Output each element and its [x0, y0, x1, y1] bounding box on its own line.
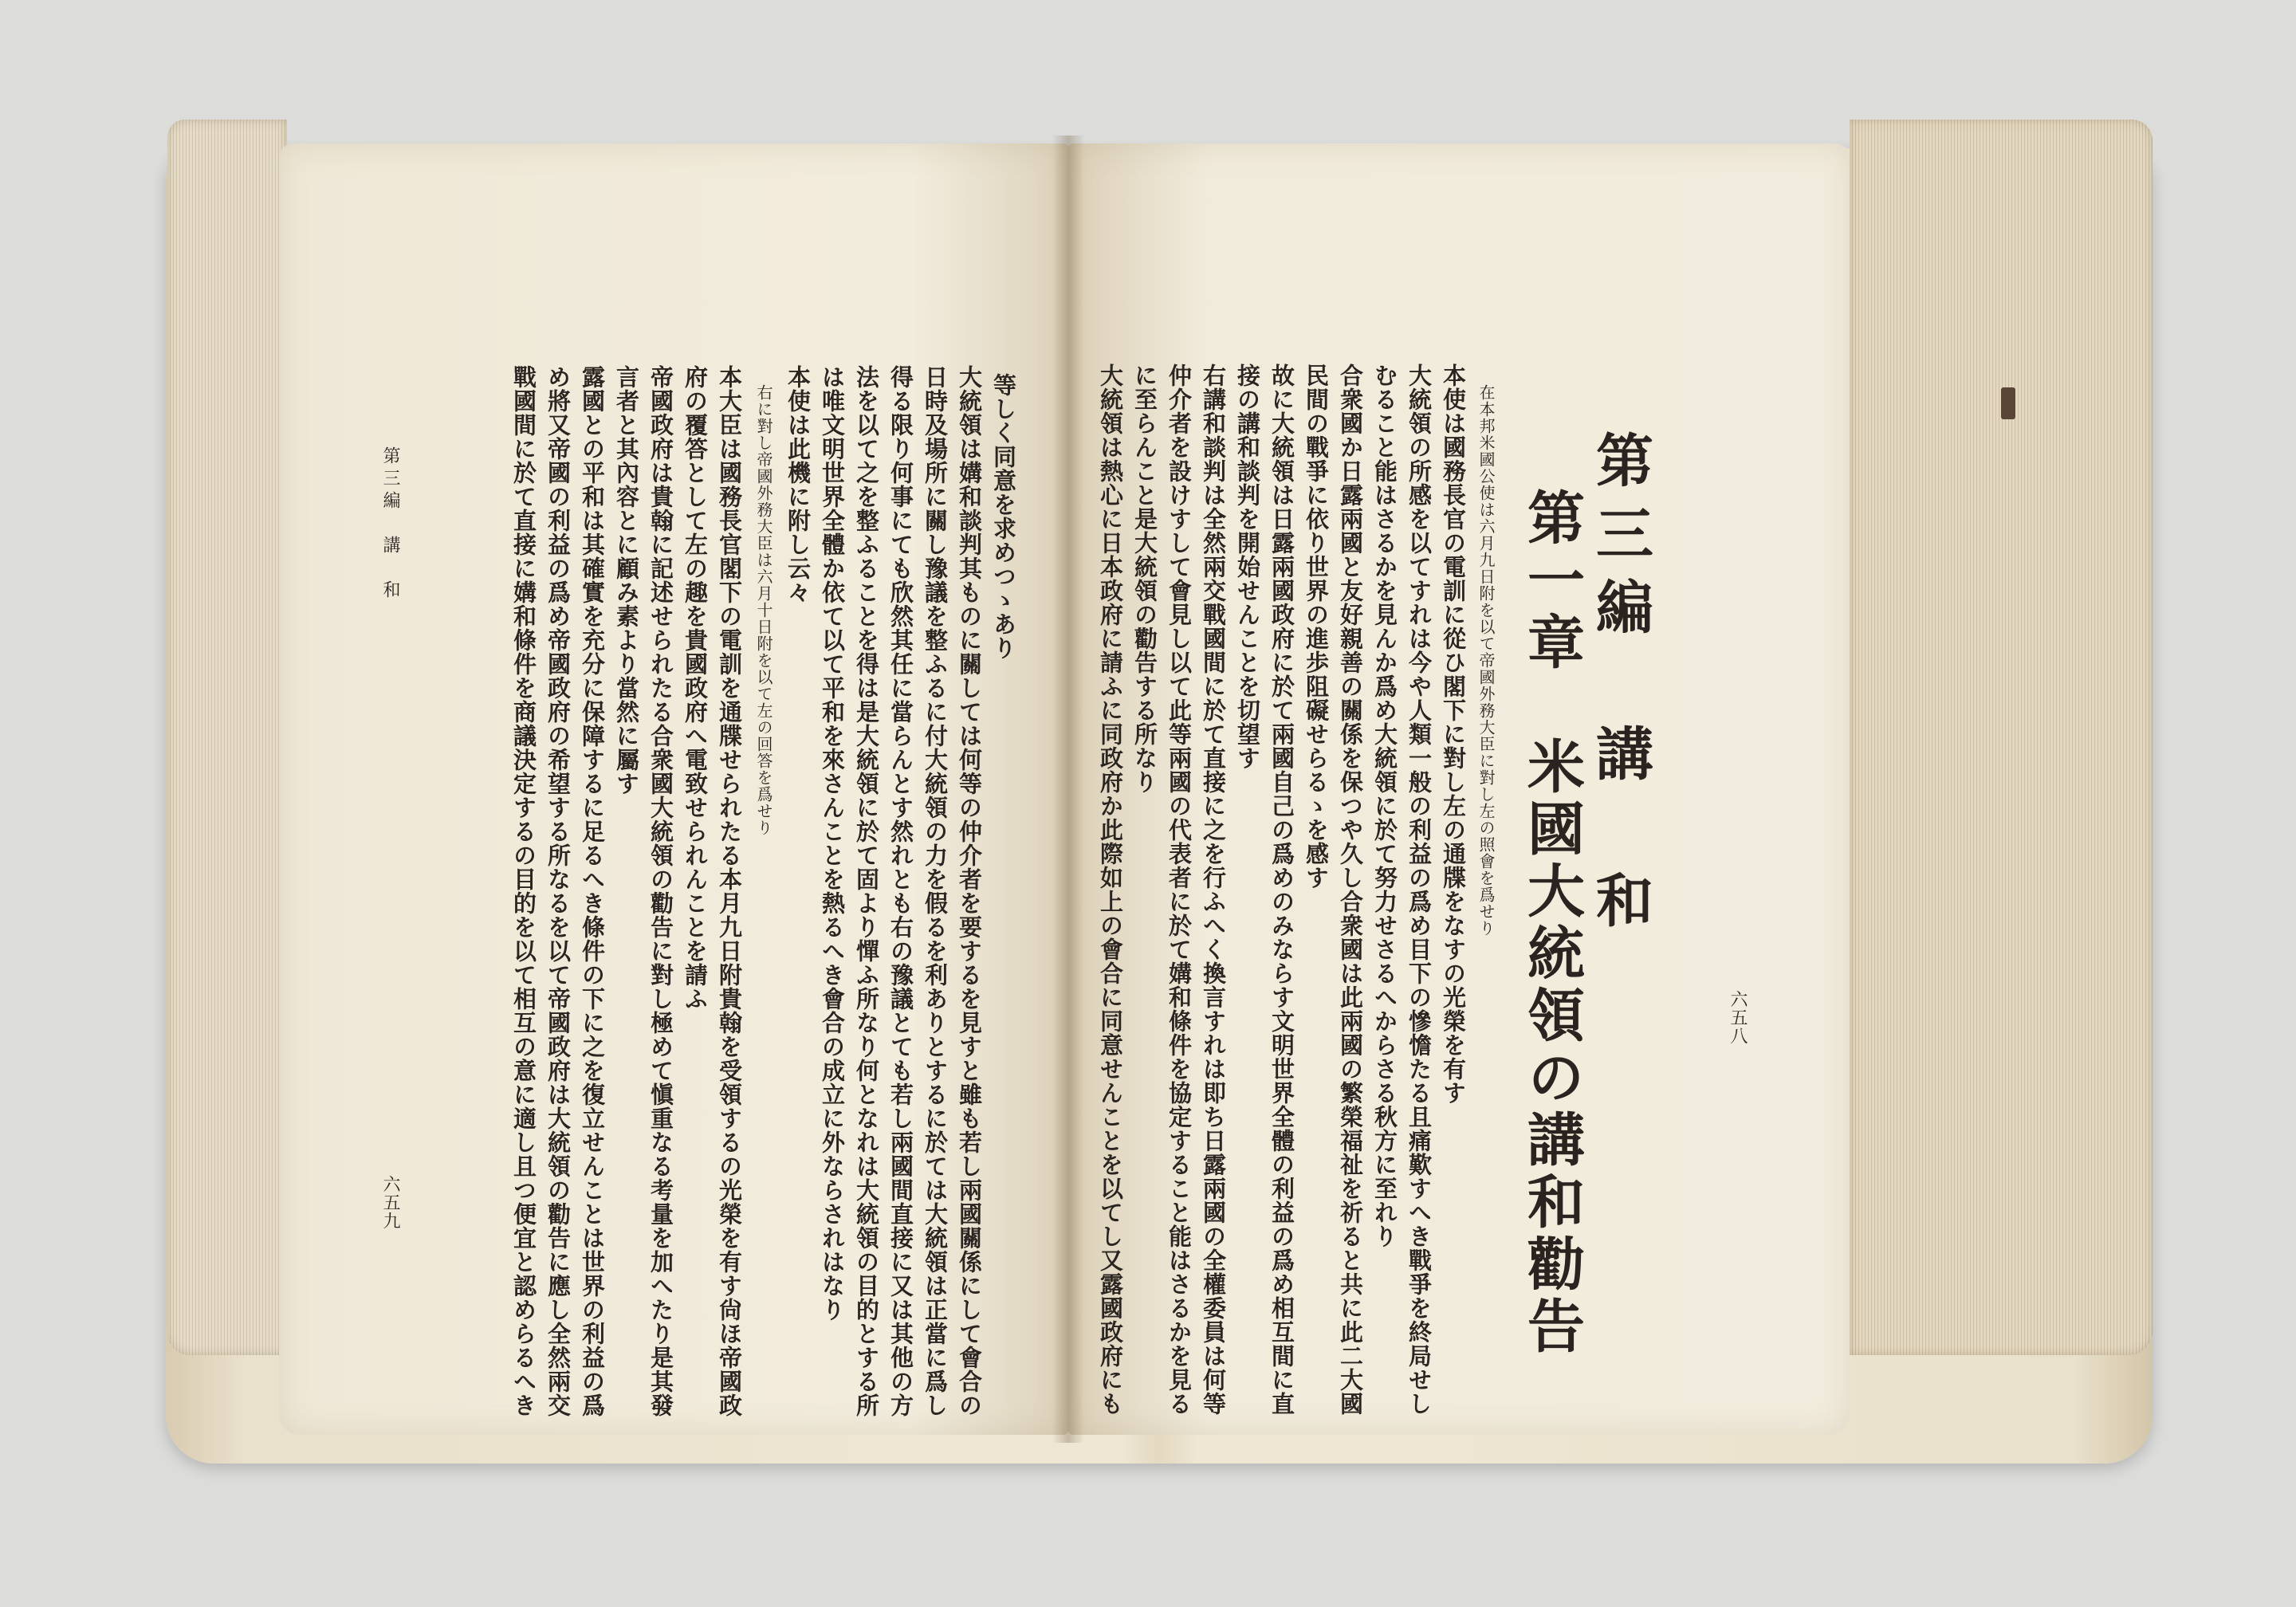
left-column: 戰國間に於て直接に媾和條件を商議決定するの目的を以て相互の意に適し且つ便宜と認めらるへき [510, 365, 537, 1417]
part-title: 第三編 講 和 [1586, 430, 1654, 944]
page-folio: 六五九 [380, 1175, 400, 1230]
left-column: 本使は此機に附し云々 [784, 365, 812, 604]
right-column: 接の講和談判を開始せんことを切望す [1234, 363, 1261, 770]
left-column: 言者と其內容とに顧み素より當然に屬す [613, 365, 640, 796]
right-column: 本使は國務長官の電訓に從ひ閣下に對し左の通牒をなすの光榮を有す [1440, 363, 1467, 1105]
left-column: は唯文明世界全體か依て以て平和を來さんことを熱るへき會合の成立に外ならされはなり [819, 365, 846, 1322]
left-column: 大統領は媾和談判其ものに關しては何等の仲介者を要するを見すと雖も若し兩國關係にして會合の [956, 365, 983, 1417]
right-column: 大統領は熱心に日本政府に請ふに同政府か此際如上の會合に同意せんことを以てし又露國政府にも [1097, 363, 1124, 1416]
right-column: 民間の戰爭に依り世界の進歩阻礙せらるゝを感す [1303, 363, 1330, 890]
chapter-title: 第一章 米國大統領の講和勸告 [1518, 488, 1586, 1358]
right-column: 合衆國か日露兩國と友好親善の關係を保つや久し合衆國は此兩國の繁榮福祉を祈ると共に此二大國 [1337, 363, 1364, 1416]
left-column: 法を以て之を整ふることを得は是大統領に於て固より憚ふ所なり何となれは大統領の目的とする所 [853, 365, 880, 1417]
left-column: 本大臣は國務長官閣下の電訓を通牒せられたる本月九日附貴翰を受領するの光榮を有す尙ほ帝國政 [716, 365, 743, 1417]
right-column: むること能はさるかを見んか爲め大統領に於て努力せさるへからさる秋方に至れり [1371, 363, 1398, 1248]
book-gutter [1052, 136, 1084, 1443]
left-column: 府の覆答として左の趣を貴國政府へ電致せられんことを請ふ [682, 365, 709, 1011]
left-page-edges [167, 120, 287, 1355]
right-column: 仲介者を設けすして會見し以て此等兩國の代表者に於て媾和條件を協定すること能はさるかを見る [1166, 363, 1193, 1416]
left-column: 日時及場所に關し豫議を整ふるに付大統領の力を假るを利ありとするに於ては大統領は正當に爲し [922, 365, 949, 1417]
subheading: 在本邦米國公使は六月九日附を以て帝國外務大臣に對し左の照會を爲せり [1476, 384, 1496, 937]
library-stamp-mark [2001, 387, 2015, 419]
left-column: 得る限り何事にても欣然其任に當らんとす然れとも右の豫議とても若し兩國間直接に又は其他の方 [887, 365, 914, 1417]
page-folio: 六五八 [1728, 990, 1748, 1045]
left-column: 等しく同意を求めつゝあり [990, 373, 1017, 660]
right-page-edges [1850, 120, 2152, 1355]
left-column: め將又帝國の利益の爲め帝國政府の希望する所なるを以て帝國政府は大統領の勸告に應し全然兩交 [545, 365, 572, 1417]
left-column: 帝國政府は貴翰に記述せられたる合衆國大統領の勸告に對し極めて愼重なる考量を加へたり是其發 [647, 365, 674, 1417]
left-column: 露國との平和は其確實を充分に保障するに足るへき條件の下に之を復立せんことは世界の利益の爲 [579, 365, 606, 1417]
right-column: 大統領の所感を以てすれは今や人類一般の利益の爲め目下の慘憺たる且痛歎すへき戰爭を終局せし [1406, 363, 1433, 1416]
left-column-note: 右に對し帝國外務大臣は六月十日附を以て左の回答を爲せり [754, 384, 773, 836]
right-column: 右講和談判は全然兩交戰國間に於て直接に之を行ふへく換言すれは即ち日露兩國の全權委員は何等 [1200, 363, 1227, 1416]
right-column: に至らんこと是大統領の勸告する所なり [1131, 363, 1158, 794]
running-head: 第三編 講 和 [380, 446, 400, 603]
right-column: 故に大統領は日露兩國政府に於て兩國自己の爲めのみならす文明世界全體の利益の爲め相互間に直 [1268, 363, 1295, 1416]
